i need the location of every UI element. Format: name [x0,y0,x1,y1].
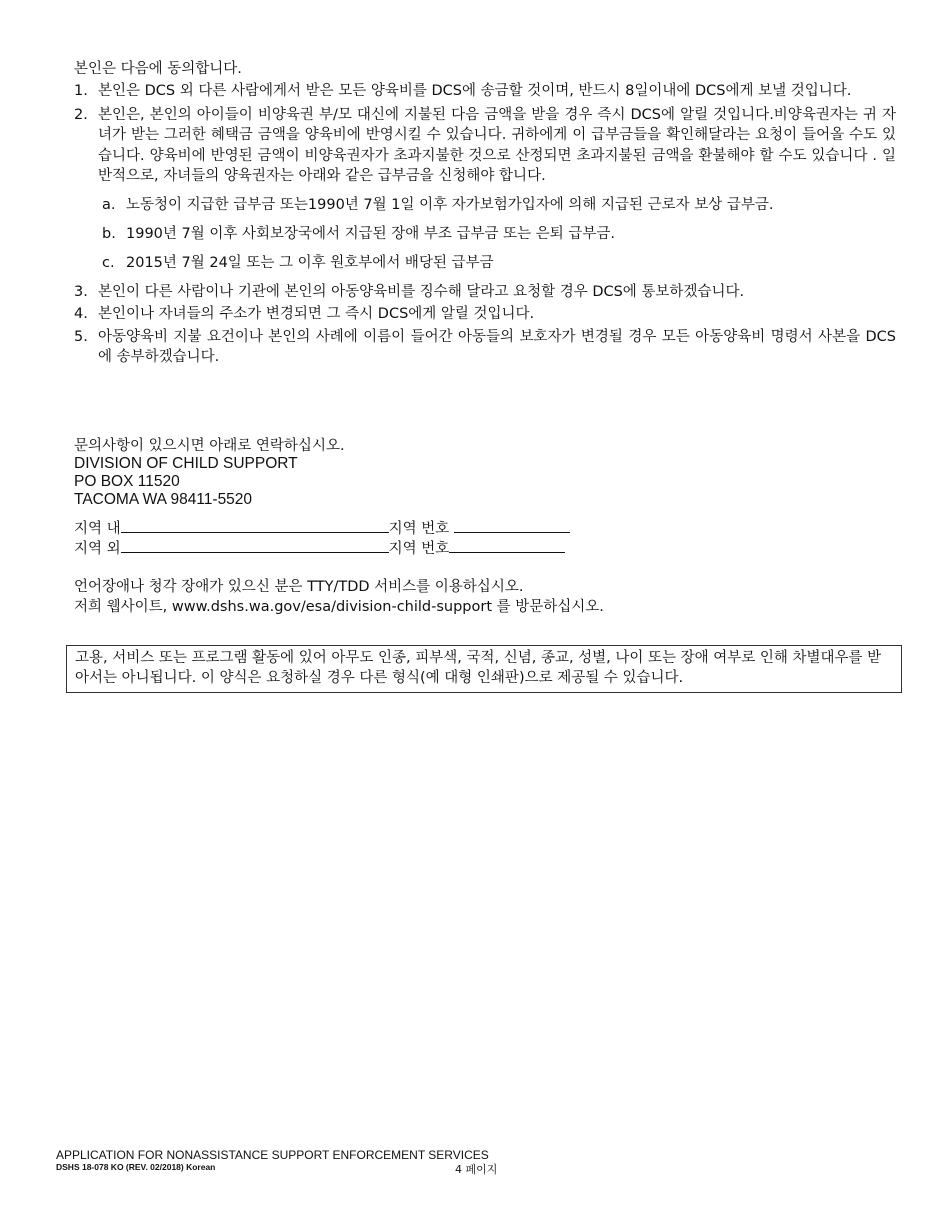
item-number: 1. [74,83,88,99]
item-number: 3. [74,283,88,300]
item-number: 5. [74,328,88,345]
area-code-label: 지역 번호 [388,521,450,537]
local-phone-blank[interactable] [121,518,389,533]
contact-prompt: 문의사항이 있으시면 아래로 연락하십시오. [74,438,345,454]
item-text: 본인은, 본인의 아이들이 비양육권 부/모 대신에 지불된 다음 금액을 받을 경우 즉시 DCS에 알릴 것입니다.비양육권자는 귀 자녀가 받는 그러한 혜택금 금액을 양육비에 반영시킬 수 있습니다. 귀하에게 이 급부금들을 확인해달라는 요청이 들어올 수도 있습니다. 양육비에 반영된 금액이 비양육권자가 초과지불한 것으로 산정되면 초과지불된 금액을 환불해야 할 수도 있습니다 . 일반적으로, 자녀들의 양육권자는 아래와 같은 급부금을 신청해야 합니다. [98,106,896,184]
sub-text: 2015년 7월 24일 또는 그 이후 원호부에서 배당된 급부금 [126,254,494,271]
tty-block [74,577,604,617]
outside-label: 지역 외 [74,541,121,557]
contact-city: TACOMA WA 98411-5520 [74,491,253,508]
outside-phone-row [74,538,565,559]
benefit-item-a [98,195,896,215]
agreement-item-3 [74,282,896,303]
outside-area-code-blank[interactable] [449,538,565,553]
outside-phone-blank[interactable] [121,538,389,553]
benefit-item-b [98,224,896,244]
item-text: 본인은 DCS 외 다른 사람에게서 받은 모든 양육비를 DCS에 송금할 것이며, 반드시 8일이내에 DCS에게 보낼 것입니다. [98,83,852,99]
local-label: 지역 내 [74,521,121,537]
form-id: DSHS 18-078 KO (REV. 02/2018) Korean [56,1162,216,1172]
sub-letter: b. [102,225,116,242]
agreement-item-4 [74,304,896,325]
tty-text: 언어장애나 청각 장애가 있으신 분은 TTY/TDD 서비스를 이용하십시오. [74,579,524,595]
page-number: 4 페이지 [455,1163,498,1176]
local-area-code-blank[interactable] [454,518,570,533]
item-number: 2. [74,106,88,123]
contact-block [74,437,345,509]
benefit-sublist [98,195,896,273]
agreement-list [74,81,896,368]
sub-text: 1990년 7월 이후 사회보장국에서 지급된 장애 부조 급부금 또는 은퇴 급부금. [126,225,616,242]
area-code-label: 지역 번호 [388,541,450,557]
website-text: 저희 웹사이트, www.dshs.wa.gov/esa/division-child-support 를 방문하십시오. [74,599,604,615]
agreement-item-1 [74,81,896,102]
intro-text: 본인은 다음에 동의합니다. [74,61,242,77]
benefit-item-c [98,253,896,273]
item-text: 아동양육비 지불 요건이나 본인의 사례에 이름이 들어간 아동들의 보호자가 변경될 경우 모든 아동양육비 명령서 사본을 DCS에 송부하겠습니다. [98,328,896,365]
agreement-item-5 [74,327,896,368]
agreement-item-2 [74,105,896,273]
sub-letter: c. [102,254,115,271]
contact-org: DIVISION OF CHILD SUPPORT [74,455,298,472]
contact-pobox: PO BOX 11520 [74,473,180,490]
item-number: 4. [74,306,88,322]
nondiscrimination-notice: 고용, 서비스 또는 프로그램 활동에 있어 아무도 인종, 피부색, 국적, 신념, 종교, 성별, 나이 또는 장애 여부로 인해 차별대우를 받아서는 아니됩니다. 이 양식은 요청하실 경우 다른 형식(예 대형 인쇄판)으로 제공될 수 있습니다. [66,645,902,693]
sub-text: 노동청이 지급한 급부금 또는1990년 7월 1일 이후 자가보험가입자에 의해 지급된 근로자 보상 급부금. [126,196,774,213]
local-phone-row [74,518,570,539]
item-text: 본인이 다른 사람이나 기관에 본인의 아동양육비를 징수해 달라고 요청할 경우 DCS에 통보하겠습니다. [98,283,745,300]
sub-letter: a. [102,196,116,213]
form-title: APPLICATION FOR NONASSISTANCE SUPPORT ENFORCEMENT SERVICES [56,1148,489,1162]
item-text: 본인이나 자녀들의 주소가 변경되면 그 즉시 DCS에게 알릴 것입니다. [98,306,535,322]
